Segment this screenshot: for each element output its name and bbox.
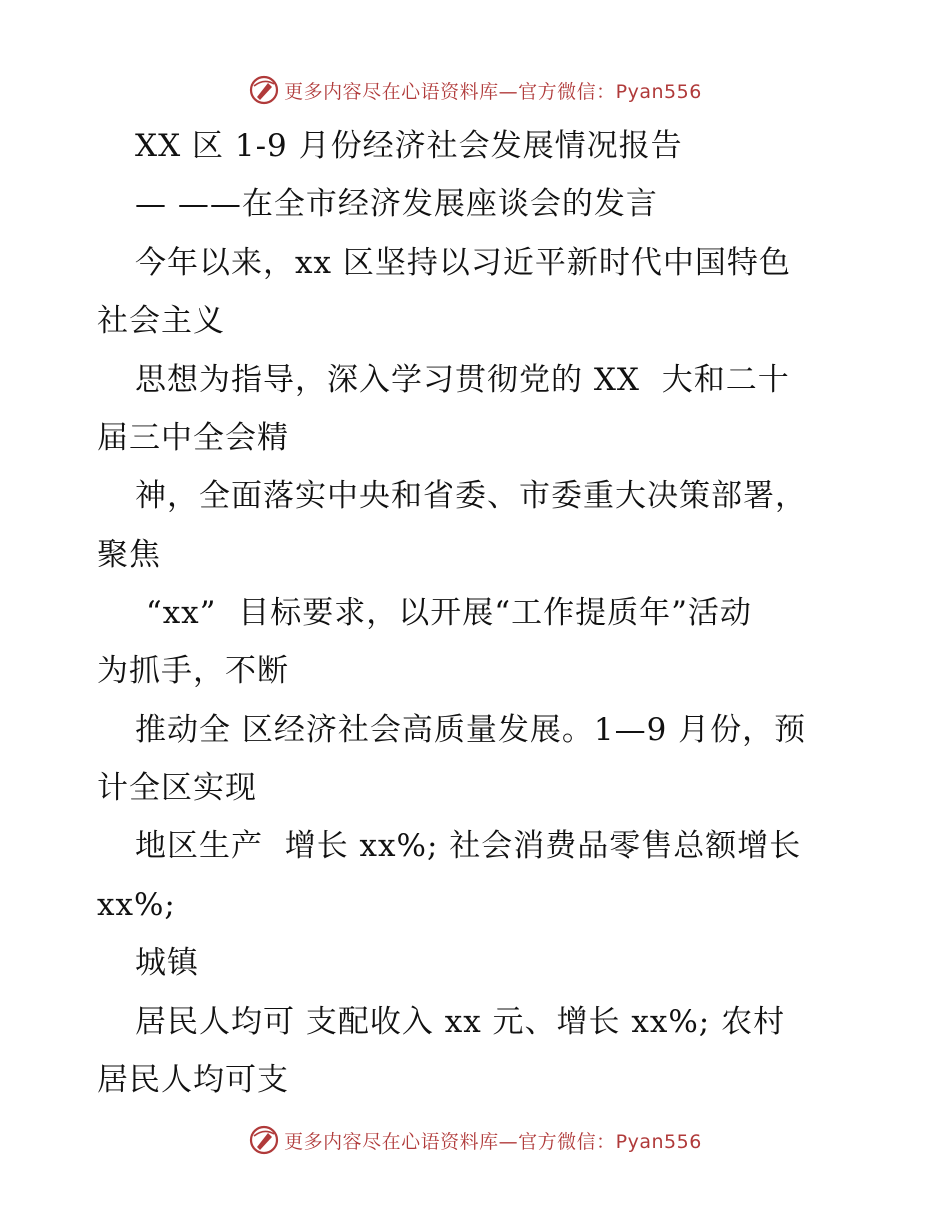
body-line: 今年以来，xx 区坚持以习近平新时代中国特色 — [135, 245, 791, 281]
body-line: 居民人均可 支配收入 xx 元、增长 xx%; 农村 — [135, 1004, 786, 1040]
body-line: 计全区实现 — [97, 770, 257, 806]
pen-nib-logo-icon — [248, 74, 280, 106]
body-line: 思想为指导，深入学习贯彻党的 XX 大和二十 — [135, 362, 790, 398]
body-line: 届三中全会精 — [97, 420, 289, 456]
footer-watermark — [0, 1122, 950, 1158]
report-subtitle: — ——在全市经济发展座谈会的发言 — [135, 186, 658, 222]
body-line: 地区生产 增长 xx%; 社会消费品零售总额增长 — [135, 828, 802, 864]
body-line: 居民人均可支 — [97, 1062, 289, 1098]
body-line: 推动全 区经济社会高质量发展。1—9 月份，预 — [135, 712, 807, 748]
body-line: xx%; — [97, 887, 176, 923]
body-line: 神，全面落实中央和省委、市委重大决策部署， — [135, 478, 807, 514]
report-title: XX 区 1-9 月份经济社会发展情况报告 — [135, 128, 683, 164]
header-watermark — [0, 72, 950, 108]
body-line: 为抓手，不断 — [97, 653, 289, 689]
body-line: 社会主义 — [97, 303, 225, 339]
body-line: 聚焦 — [97, 537, 161, 573]
body-line: 城镇 — [135, 945, 199, 981]
watermark-text: 更多内容尽在心语资料库—官方微信：Pyan556 — [284, 80, 702, 103]
pen-nib-logo-icon — [248, 1124, 280, 1156]
watermark-text: 更多内容尽在心语资料库—官方微信：Pyan556 — [284, 1130, 702, 1153]
body-line: “xx” 目标要求，以开展“工作提质年”活动 — [135, 595, 752, 631]
